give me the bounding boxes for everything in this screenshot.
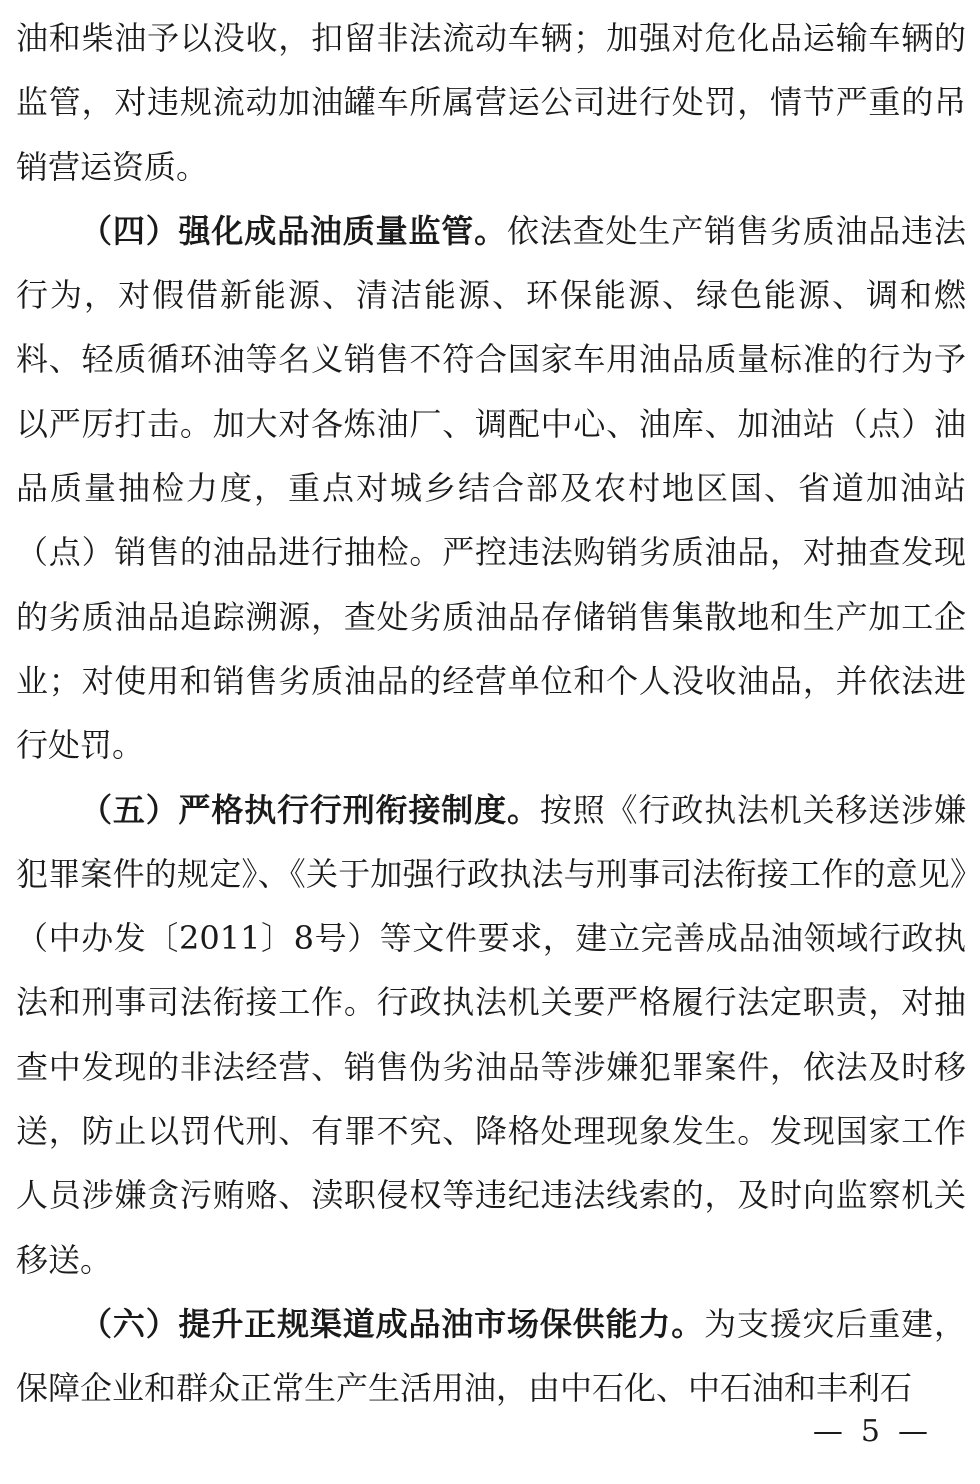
paragraph-section-6	[16, 1292, 966, 1421]
paragraph-section-5	[16, 778, 966, 1292]
paragraph-body: 油和柴油予以没收，扣留非法流动车辆；加强对危化品运输车辆的监管，对违规流动加油罐车所属营运公司进行处罚，情节严重的吊销营运资质。	[16, 19, 966, 186]
page-number-dash-left: —	[812, 1414, 843, 1449]
paragraph-body: 按照《行政执法机关移送涉嫌犯罪案件的规定》、《关于加强行政执法与刑事司法衔接工作的意见》（中办发〔2011〕8号）等文件要求，建立完善成品油领域行政执法和刑事司法衔接工作。行政执法机关要严格履行法定职责，对抽查中发现的非法经营、销售伪劣油品等涉嫌犯罪案件，依法及时移送，防止以罚代刑、有罪不究、降格处理现象发生。发现国家工作人员涉嫌贪污贿赂、渎职侵权等违纪违法线索的，及时向监察机关移送。	[16, 790, 966, 1279]
page-number-dash-right: —	[898, 1414, 928, 1449]
section-heading: （六）提升正规渠道成品油市场保供能力。	[80, 1304, 705, 1343]
section-heading: （四）强化成品油质量监管。	[80, 211, 507, 250]
paragraph-continuation	[16, 6, 966, 199]
paragraph-section-4	[16, 199, 966, 778]
paragraph-body: 为支援灾后重建，保障企业和群众正常生产生活用油，由中石化、中石油和丰利石	[16, 1304, 966, 1408]
section-heading: （五）严格执行行刑衔接制度。	[80, 790, 540, 829]
page-number-footer	[813, 1412, 928, 1452]
document-body	[16, 6, 966, 1421]
page-number: 5	[860, 1414, 880, 1449]
paragraph-body: 依法查处生产销售劣质油品违法行为，对假借新能源、清洁能源、环保能源、绿色能源、调和燃料、轻质循环油等名义销售不符合国家车用油品质量标准的行为予以严厉打击。加大对各炼油厂、调配中心、油库、加油站（点）油品质量抽检力度，重点对城乡结合部及农村地区国、省道加油站（点）销售的油品进行抽检。严控违法购销劣质油品，对抽查发现的劣质油品追踪溯源，查处劣质油品存储销售集散地和生产加工企业；对使用和销售劣质油品的经营单位和个人没收油品，并依法进行处罚。	[16, 211, 966, 765]
